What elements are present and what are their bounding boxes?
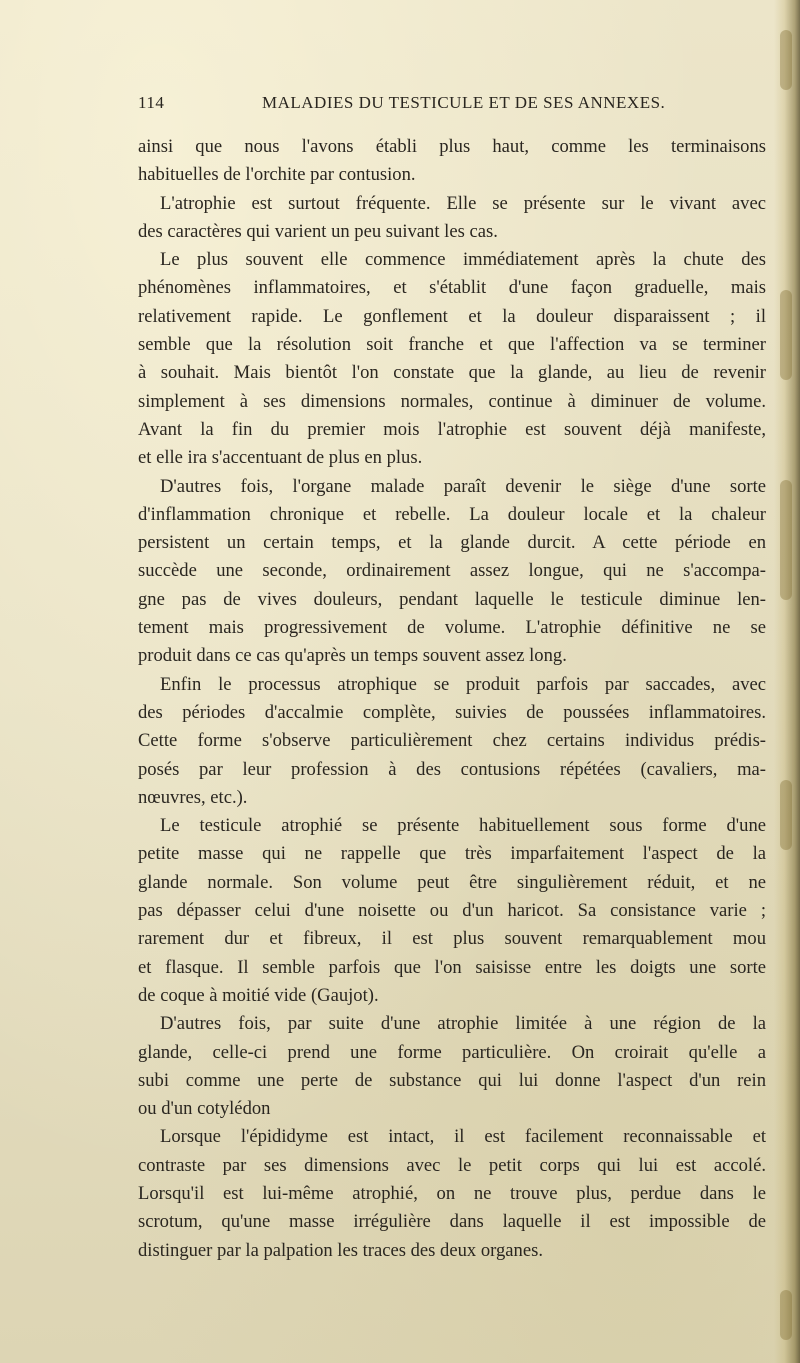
text-line: de coque à moitié vide (Gaujot).: [138, 984, 379, 1006]
paper-stain: [780, 1290, 792, 1340]
text-line: ainsi que nous l'avons établi plus haut, comme les terminaisons: [138, 136, 766, 157]
text-line: scrotum, qu'une masse irrégulière dans laquelle il est impossible de: [138, 1211, 766, 1233]
text-line: habituelles de l'orchite par contusion.: [138, 164, 416, 186]
page-edge-shadow: [774, 0, 800, 1363]
paper-stain: [780, 290, 792, 380]
text-line: phénomènes inflammatoires, et s'établit d'une façon graduelle, mais: [138, 277, 766, 299]
text-line: Le plus souvent elle commence immédiatement après la chute des: [160, 249, 766, 271]
text-line: ou d'un cotylédon: [138, 1098, 271, 1120]
text-line: distinguer par la palpation les traces des deux organes.: [138, 1239, 543, 1261]
text-line: L'atrophie est surtout fréquente. Elle se présente sur le vivant avec: [160, 192, 766, 214]
text-line: nœuvres, etc.).: [138, 786, 248, 808]
text-line: des caractères qui varient un peu suivant les cas.: [138, 220, 498, 242]
text-line: pas dépasser celui d'une noisette ou d'un haricot. Sa consistance varie ;: [138, 900, 766, 922]
text-line: persistent un certain temps, et la glande durcit. A cette période en: [138, 532, 766, 554]
body-text: [138, 133, 766, 1265]
text-line: Le testicule atrophié se présente habituellement sous forme d'une: [160, 815, 766, 837]
page-number: 114: [138, 93, 165, 112]
text-line: rarement dur et fibreux, il est plus souvent remarquablement mou: [138, 928, 766, 950]
text-line: semble que la résolution soit franche et que l'affection va se terminer: [138, 334, 766, 356]
text-line: glande normale. Son volume peut être singulièrement réduit, et ne: [138, 871, 766, 893]
text-line: succède une seconde, ordinairement assez longue, qui ne s'accompa-: [138, 560, 766, 582]
text-line: Avant la fin du premier mois l'atrophie est souvent déjà manifeste,: [138, 418, 766, 440]
text-line: D'autres fois, l'organe malade paraît devenir le siège d'une sorte: [160, 475, 766, 497]
text-line: glande, celle-ci prend une forme particulière. On croirait qu'elle a: [138, 1041, 766, 1063]
paper-stain: [780, 480, 792, 600]
running-title: MALADIES DU TESTICULE ET DE SES ANNEXES.: [262, 93, 666, 112]
text-line: tement mais progressivement de volume. L'atrophie définitive ne se: [138, 617, 766, 639]
text-line: contraste par ses dimensions avec le petit corps qui lui est accolé.: [138, 1154, 766, 1176]
text-line: gne pas de vives douleurs, pendant laquelle le testicule diminue len-: [138, 588, 766, 610]
text-line: Enfin le processus atrophique se produit parfois par saccades, avec: [160, 673, 766, 695]
text-line: et flasque. Il semble parfois que l'on saisisse entre les doigts une sorte: [138, 956, 766, 978]
text-line: à souhait. Mais bientôt l'on constate que la glande, au lieu de revenir: [138, 362, 766, 384]
text-line: et elle ira s'accentuant de plus en plus.: [138, 447, 423, 469]
page-header: [138, 93, 766, 119]
text-line: des périodes d'accalmie complète, suivies de poussées inflammatoires.: [138, 701, 766, 723]
text-line: D'autres fois, par suite d'une atrophie limitée à une région de la: [160, 1013, 766, 1035]
text-line: petite masse qui ne rappelle que très imparfaitement l'aspect de la: [138, 843, 766, 865]
text-line: d'inflammation chronique et rebelle. La douleur locale et la chaleur: [138, 503, 766, 525]
paper-stain: [780, 780, 792, 850]
paper-stain: [780, 30, 792, 90]
text-line: produit dans ce cas qu'après un temps souvent assez long.: [138, 645, 567, 667]
text-line: relativement rapide. Le gonflement et la douleur disparaissent ; il: [138, 305, 766, 327]
text-line: subi comme une perte de substance qui lui donne l'aspect d'un rein: [138, 1069, 766, 1091]
text-line: Lorsque l'épididyme est intact, il est facilement reconnaissable et: [160, 1126, 766, 1148]
text-line: Cette forme s'observe particulièrement chez certains individus prédis-: [138, 730, 766, 752]
text-line: simplement à ses dimensions normales, continue à diminuer de volume.: [138, 390, 766, 412]
text-line: Lorsqu'il est lui-même atrophié, on ne trouve plus, perdue dans le: [138, 1182, 766, 1204]
text-line: posés par leur profession à des contusions répétées (cavaliers, ma-: [138, 758, 766, 780]
